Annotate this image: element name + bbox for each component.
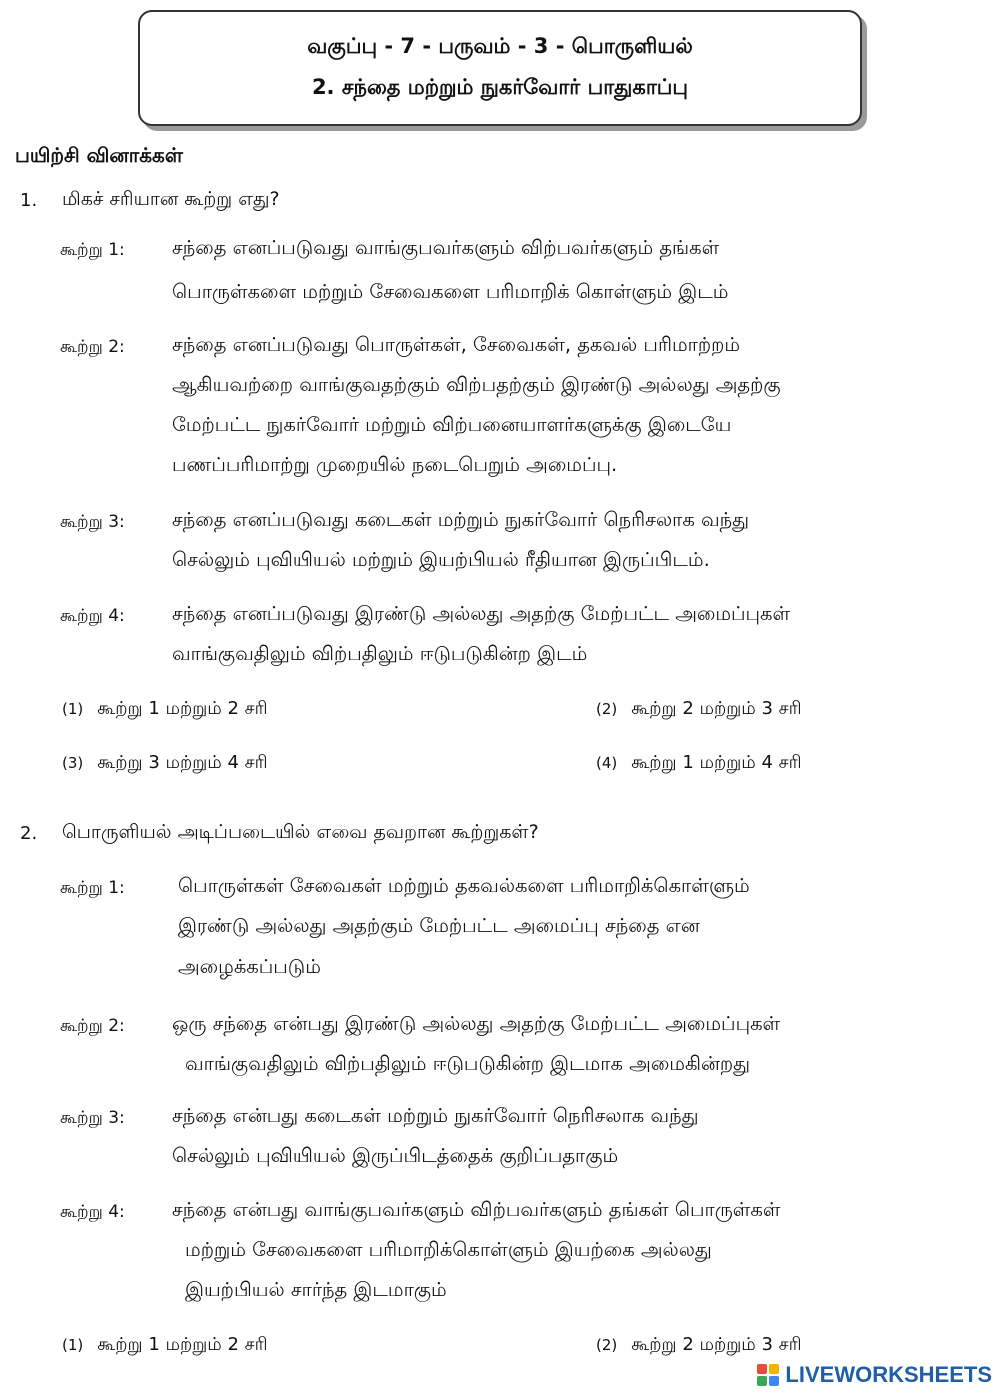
option-number: (4): [596, 754, 618, 772]
q2-statement-1-label: கூற்று 1:: [60, 878, 125, 898]
q2-statement-2-line-2: வாங்குவதிலும் விற்பதிலும் ஈடுபடுகின்ற இடமாக அமைகின்றது: [185, 1052, 751, 1075]
option-text: கூற்று 1 மற்றும் 2 சரி: [97, 698, 268, 719]
logo-square-2: [769, 1364, 779, 1374]
q1-statement-3-line-2: செல்லும் புவியியல் மற்றும் இயற்பியல் ரீதியான இருப்பிடம்.: [172, 548, 710, 571]
q2-statement-3-label: கூற்று 3:: [60, 1108, 125, 1128]
q1-statement-4-line-2: வாங்குவதிலும் விற்பதிலும் ஈடுபடுகின்ற இடம்: [172, 642, 588, 665]
option-text: கூற்று 1 மற்றும் 2 சரி: [97, 1334, 268, 1355]
q1-statement-4-label: கூற்று 4:: [60, 606, 125, 626]
option-number: (2): [596, 1336, 618, 1354]
option-number: (2): [596, 700, 618, 718]
q1-statement-1-line-1: சந்தை எனப்படுவது வாங்குபவர்களும் விற்பவர்களும் தங்கள்: [172, 236, 720, 259]
title-box: [138, 10, 862, 126]
q2-statement-2-label: கூற்று 2:: [60, 1016, 125, 1036]
option-text: கூற்று 3 மற்றும் 4 சரி: [97, 752, 268, 773]
liveworksheets-logo[interactable]: [757, 1362, 992, 1388]
q2-statement-2-line-1: ஒரு சந்தை என்பது இரண்டு அல்லது அதற்கு மேற்பட்ட அமைப்புகள்: [172, 1012, 781, 1035]
q1-option-1[interactable]: [62, 698, 268, 721]
q2-statement-3-line-2: செல்லும் புவியியல் இருப்பிடத்தைக் குறிப்பதாகும்: [172, 1144, 619, 1167]
option-text: கூற்று 2 மற்றும் 3 சரி: [631, 1334, 802, 1355]
logo-square-1: [757, 1364, 767, 1374]
q1-statement-1-label: கூற்று 1:: [60, 240, 125, 260]
q1-statement-4-line-1: சந்தை எனப்படுவது இரண்டு அல்லது அதற்கு மேற்பட்ட அமைப்புகள்: [172, 602, 791, 625]
q1-statement-3-label: கூற்று 3:: [60, 512, 125, 532]
worksheet-title-line1: வகுப்பு - 7 - பருவம் - 3 - பொருளியல்: [307, 34, 693, 58]
q1-statement-2-line-2: ஆகியவற்றை வாங்குவதற்கும் விற்பதற்கும் இரண்டு அல்லது அதற்கு: [172, 373, 781, 396]
q1-statement-2-line-3: மேற்பட்ட நுகர்வோர் மற்றும் விற்பனையாளர்களுக்கு இடையே: [172, 413, 732, 436]
q2-statement-3-line-1: சந்தை என்பது கடைகள் மற்றும் நுகர்வோர் நெரிசலாக வந்து: [172, 1104, 699, 1127]
option-text: கூற்று 2 மற்றும் 3 சரி: [631, 698, 802, 719]
logo-square-4: [769, 1376, 779, 1386]
question-2-text: பொருளியல் அடிப்படையில் எவை தவறான கூற்றுகள்?: [62, 821, 539, 843]
option-number: (1): [62, 1336, 84, 1354]
logo-square-3: [757, 1376, 767, 1386]
q1-statement-1-line-2: பொருள்களை மற்றும் சேவைகளை பரிமாறிக் கொள்ளும் இடம்: [172, 280, 729, 303]
q1-option-2[interactable]: [596, 698, 802, 721]
q1-option-4[interactable]: [596, 752, 802, 775]
q2-option-2[interactable]: [596, 1334, 802, 1357]
q2-statement-4-label: கூற்று 4:: [60, 1202, 125, 1222]
q2-statement-4-line-3: இயற்பியல் சார்ந்த இடமாகும்: [185, 1278, 447, 1301]
q2-statement-1-line-3: அழைக்கப்படும்: [178, 955, 321, 978]
section-heading: பயிற்சி வினாக்கள்: [15, 143, 183, 167]
q1-option-3[interactable]: [62, 752, 268, 775]
q2-statement-1-line-2: இரண்டு அல்லது அதற்கும் மேற்பட்ட அமைப்பு சந்தை என: [178, 914, 700, 937]
option-number: (3): [62, 754, 84, 772]
q1-statement-2-line-1: சந்தை எனப்படுவது பொருள்கள், சேவைகள், தகவல் பரிமாற்றம்: [172, 333, 741, 356]
question-2-number: 2.: [20, 823, 38, 844]
q1-statement-2-line-4: பணப்பரிமாற்று முறையில் நடைபெறும் அமைப்பு.: [172, 453, 618, 476]
brand-name: LIVEWORKSHEETS: [785, 1362, 992, 1387]
q1-statement-3-line-1: சந்தை எனப்படுவது கடைகள் மற்றும் நுகர்வோர் நெரிசலாக வந்து: [172, 508, 750, 531]
q2-statement-4-line-1: சந்தை என்பது வாங்குபவர்களும் விற்பவர்களும் தங்கள் பொருள்கள்: [172, 1198, 781, 1221]
q2-statement-4-line-2: மற்றும் சேவைகளை பரிமாறிக்கொள்ளும் இயற்கை அல்லது: [185, 1238, 712, 1261]
q1-statement-2-label: கூற்று 2:: [60, 337, 125, 357]
option-text: கூற்று 1 மற்றும் 4 சரி: [631, 752, 802, 773]
question-1-text: மிகச் சரியான கூற்று எது?: [62, 188, 280, 210]
question-1-number: 1.: [20, 190, 38, 211]
worksheet-title-line2: 2. சந்தை மற்றும் நுகர்வோர் பாதுகாப்பு: [311, 75, 689, 99]
option-number: (1): [62, 700, 84, 718]
q2-statement-1-line-1: பொருள்கள் சேவைகள் மற்றும் தகவல்களை பரிமாறிக்கொள்ளும்: [178, 874, 750, 897]
q2-option-1[interactable]: [62, 1334, 268, 1357]
logo-icon: [757, 1364, 779, 1386]
